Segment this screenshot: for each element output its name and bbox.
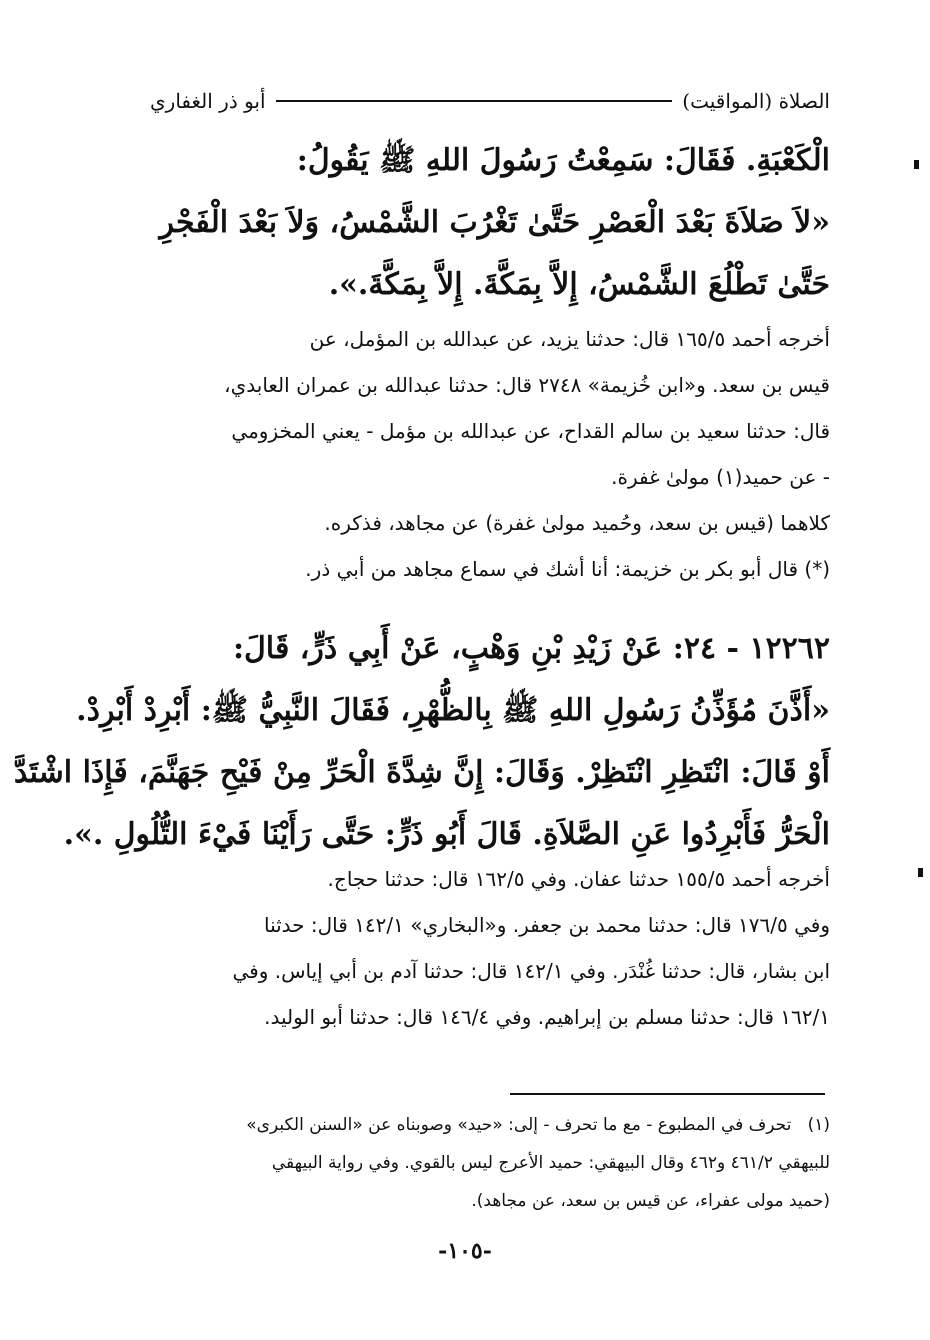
takhrij-line: قال: حدثنا سعيد بن سالم القداح، عن عبدالله بن مؤمل - يعني المخزومي	[231, 419, 830, 443]
hadith-2-line: الْحَرُّ فَأَبْرِدُوا عَنِ الصَّلاَةِ. قَالَ أَبُو ذَرٍّ: حَتَّى رَأَيْنَا فَيْءَ التُّلُولِ .».	[63, 817, 830, 852]
ibn-khuzayma-remark: (*) قال أبو بكر بن خزيمة: أنا أشك في سماع مجاهد من أبي ذر.	[305, 557, 830, 581]
footnote-line: (حميد مولى عفراء، عن قيس بن سعد، عن مجاهد).	[471, 1191, 830, 1211]
takhrij-line: وفي ١٧٦/٥ قال: حدثنا محمد بن جعفر. و«البخاري» ١٤٢/١ قال: حدثنا	[263, 913, 830, 937]
footnote-marker: (١)	[807, 1115, 830, 1135]
takhrij-line: أخرجه أحمد ١٥٥/٥ حدثنا عفان. وفي ١٦٢/٥ قال: حدثنا حجاج.	[327, 867, 830, 891]
chapter-title: الصلاة (المواقيت)	[682, 89, 830, 113]
running-head	[150, 86, 830, 116]
footnote-line: للبيهقي ٤٦١/٢ و٤٦٢ وقال البيهقي: حميد الأعرج ليس بالقوي. وفي رواية البيهقي	[271, 1153, 830, 1173]
hadith-2-heading: ١٢٢٦٢ - ٢٤: عَنْ زَيْدِ بْنِ وَهْبٍ، عَنْ أَبِي ذَرٍّ، قَالَ:	[232, 631, 830, 666]
hadith-1-text	[140, 130, 830, 316]
hadith-1-takhrij	[140, 316, 830, 592]
hadith-2-line: «أَذَّنَ مُؤَذِّنُ رَسُولِ اللهِ ﷺ بِالظُّهْرِ، فَقَالَ النَّبِيُّ ﷺ: أَبْرِدْ أَبْرِدْ.	[76, 693, 830, 728]
takhrij-line: - عن حميد(١) مولىٰ غفرة.	[611, 465, 830, 489]
hadith-1-line: الْكَعْبَةِ. فَقَالَ: سَمِعْتُ رَسُولَ اللهِ ﷺ يَقُولُ:	[296, 143, 830, 178]
companion-name: أبو ذر الغفاري	[150, 89, 266, 113]
header-rule	[276, 100, 673, 102]
footnote-separator	[510, 1093, 825, 1095]
margin-mark	[914, 160, 919, 169]
hadith-2-takhrij	[140, 856, 830, 1040]
footnote-text: تحرف في المطبوع - مع ما تحرف - إلى: «حيد» وصوبناه عن «السنن الكبرى»	[246, 1115, 792, 1135]
footnote	[110, 1106, 830, 1220]
margin-mark	[918, 868, 923, 877]
takhrij-line: أخرجه أحمد ١٦٥/٥ قال: حدثنا يزيد، عن عبدالله بن المؤمل، عن	[309, 327, 830, 351]
hadith-2-text	[13, 618, 830, 866]
footnote-line	[110, 1106, 830, 1144]
takhrij-line: ابن بشار، قال: حدثنا غُنْدَر. وفي ١٤٢/١ قال: حدثنا آدم بن أبي إياس. وفي	[232, 959, 830, 983]
takhrij-line: قيس بن سعد. و«ابن خُزيمة» ٢٧٤٨ قال: حدثنا عبدالله بن عمران العابدي،	[224, 373, 830, 397]
hadith-1-line: «لاَ صَلاَةَ بَعْدَ الْعَصْرِ حَتَّىٰ تَغْرُبَ الشَّمْسُ، وَلاَ بَعْدَ الْفَجْرِ	[159, 205, 830, 240]
takhrij-line: ١٦٢/١ قال: حدثنا مسلم بن إبراهيم. وفي ١٤٦/٤ قال: حدثنا أبو الوليد.	[264, 1005, 830, 1029]
page-number: -١٠٥-	[438, 1238, 492, 1264]
hadith-2-line: أَوْ قَالَ: انْتَظِرِ انْتَظِرْ. وَقَالَ: إِنَّ شِدَّةَ الْحَرِّ مِنْ فَيْحِ جَهَنَّمَ، فَإِذَا اشْتَدَّ	[13, 755, 830, 790]
takhrij-summary: كلاهما (قيس بن سعد، وحُميد مولىٰ غفرة) عن مجاهد، فذكره.	[324, 511, 830, 535]
hadith-1-line: حَتَّىٰ تَطْلُعَ الشَّمْسُ، إِلاَّ بِمَكَّةَ. إِلاَّ بِمَكَّةَ.».	[328, 267, 830, 302]
